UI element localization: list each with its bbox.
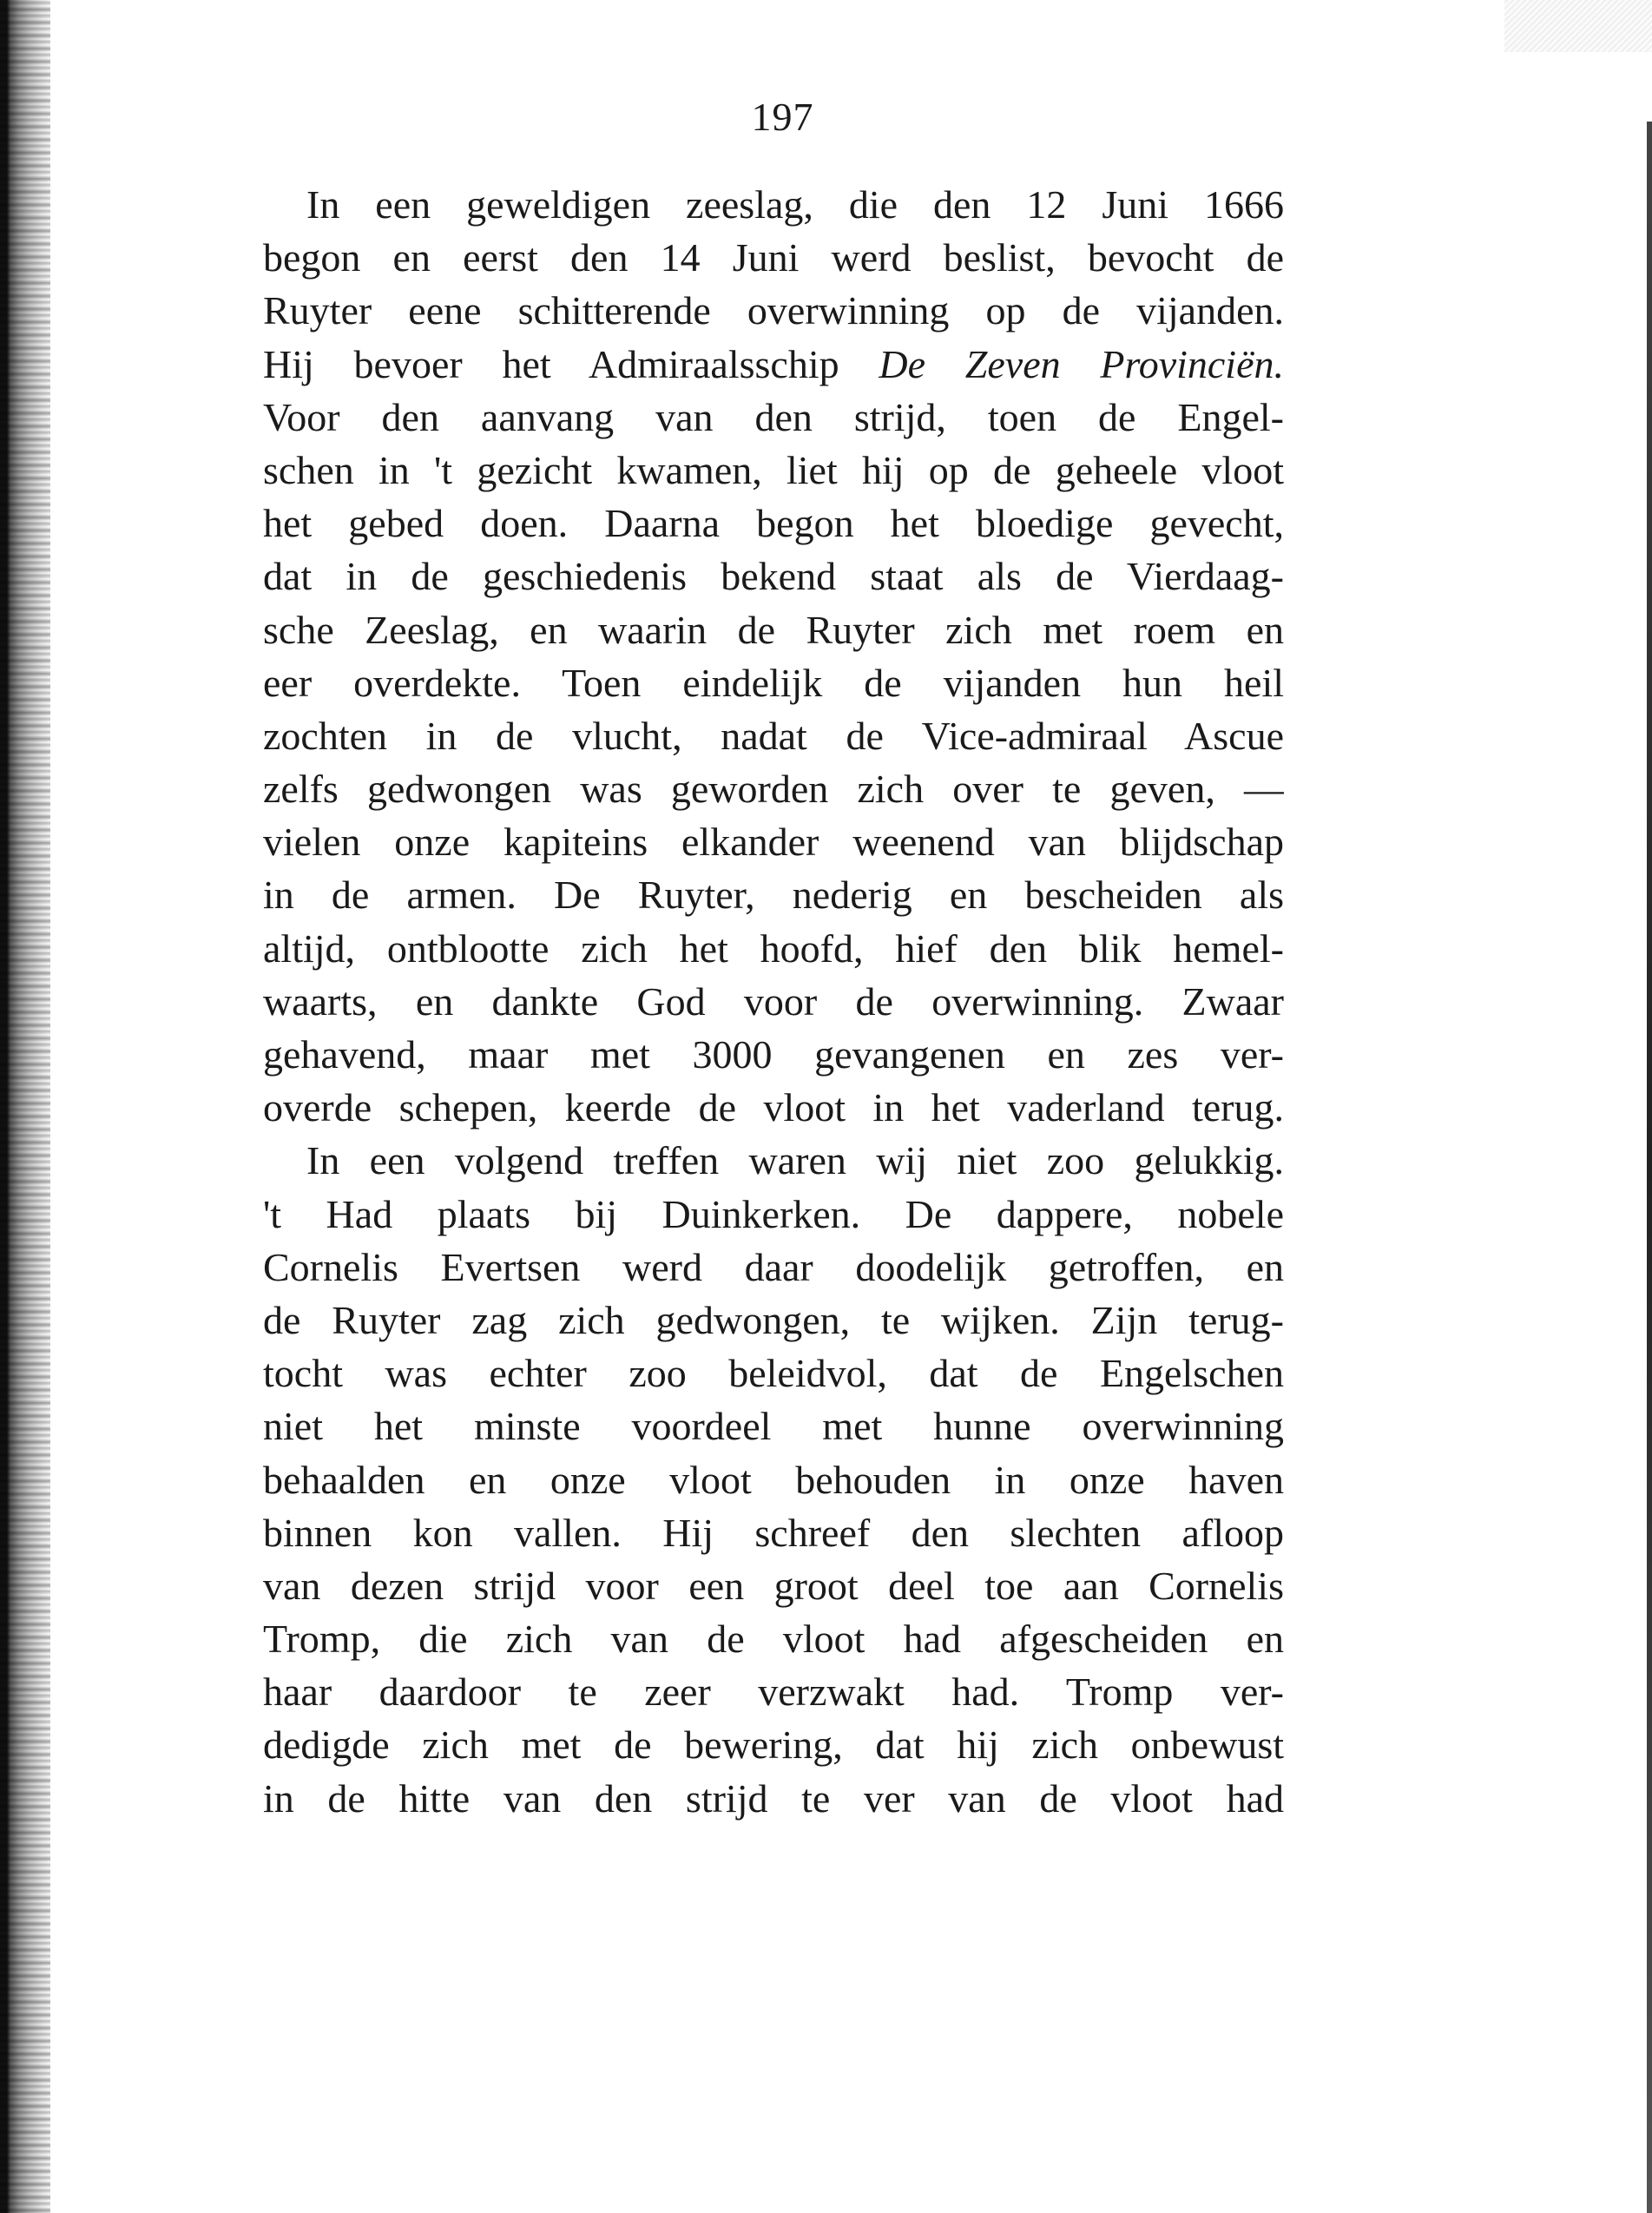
text-line: altijd, ontblootte zich het hoofd, hief den blik hemel-: [263, 925, 1284, 971]
scan-binding-edge: [0, 0, 50, 2213]
text-line: Cornelis Evertsen werd daar doodelijk getroffen, en: [263, 1244, 1284, 1289]
text-line: Voor den aanvang van den strijd, toen de Engel-: [263, 394, 1284, 439]
scan-noise: [1504, 0, 1652, 52]
text-line: behaalden en onze vloot behouden in onze haven: [263, 1457, 1284, 1502]
text-line: haar daardoor te zeer verzwakt had. Tromp ver-: [263, 1670, 1284, 1715]
text-line: sche Zeeslag, en waarin de Ruyter zich met roem en: [263, 607, 1284, 652]
text-line: In een volgend treffen waren wij niet zoo gelukkig.: [306, 1138, 1284, 1183]
text-line: dedigde zich met de bewering, dat hij zich onbewust: [263, 1722, 1284, 1768]
text-line: In een geweldigen zeeslag, die den 12 Juni 1666: [306, 182, 1284, 227]
text-line: schen in 't gezicht kwamen, liet hij op de geheele vloot: [263, 447, 1284, 492]
text-line: begon en eerst den 14 Juni werd beslist, bevocht de: [263, 235, 1284, 280]
text-line: het gebed doen. Daarna begon het bloedige gevecht,: [263, 501, 1284, 546]
text-line: in de hitte van den strijd te ver van de vloot had: [263, 1775, 1284, 1821]
body-text: [263, 178, 1284, 1825]
text-line-ship-name: [263, 338, 1284, 391]
text-line: binnen kon vallen. Hij schreef den slechten afloop: [263, 1510, 1284, 1555]
text-line: Ruyter eene schitterende overwinning op de vijanden.: [263, 288, 1284, 333]
text-line: dat in de geschiedenis bekend staat als de Vierdaag-: [263, 554, 1284, 599]
text-line: tocht was echter zoo beleidvol, dat de Engelschen: [263, 1351, 1284, 1396]
text-line: gehavend, maar met 3000 gevangenen en zes ver-: [263, 1032, 1284, 1077]
text-line-ship-prefix: Hij bevoer het Admiraalsschip: [263, 341, 879, 386]
text-line: zochten in de vlucht, nadat de Vice-admiraal Ascue: [263, 713, 1284, 758]
page-number: 197: [751, 95, 814, 139]
text-line: Tromp, die zich van de vloot had afgescheiden en: [263, 1617, 1284, 1662]
text-line: vielen onze kapiteins elkander weenend van blijdschap: [263, 820, 1284, 865]
text-line: zelfs gedwongen was geworden zich over te geven, —: [263, 767, 1284, 812]
text-line: niet het minste voordeel met hunne overwinning: [263, 1404, 1284, 1449]
text-line: eer overdekte. Toen eindelijk de vijanden hun heil: [263, 660, 1284, 705]
text-line: van dezen strijd voor een groot deel toe aan Cornelis: [263, 1563, 1284, 1608]
text-line: in de armen. De Ruyter, nederig en bescheiden als: [263, 873, 1284, 918]
text-line: overde schepen, keerde de vloot in het vaderland terug.: [263, 1085, 1284, 1130]
text-line: de Ruyter zag zich gedwongen, te wijken. Zijn terug-: [263, 1297, 1284, 1342]
text-line: waarts, en dankte God voor de overwinning. Zwaar: [263, 978, 1284, 1024]
scan-right-edge: [1647, 122, 1652, 2213]
text-line: 't Had plaats bij Duinkerken. De dappere, nobele: [263, 1191, 1284, 1236]
ship-name-italic: De Zeven Provinciën.: [879, 341, 1284, 386]
